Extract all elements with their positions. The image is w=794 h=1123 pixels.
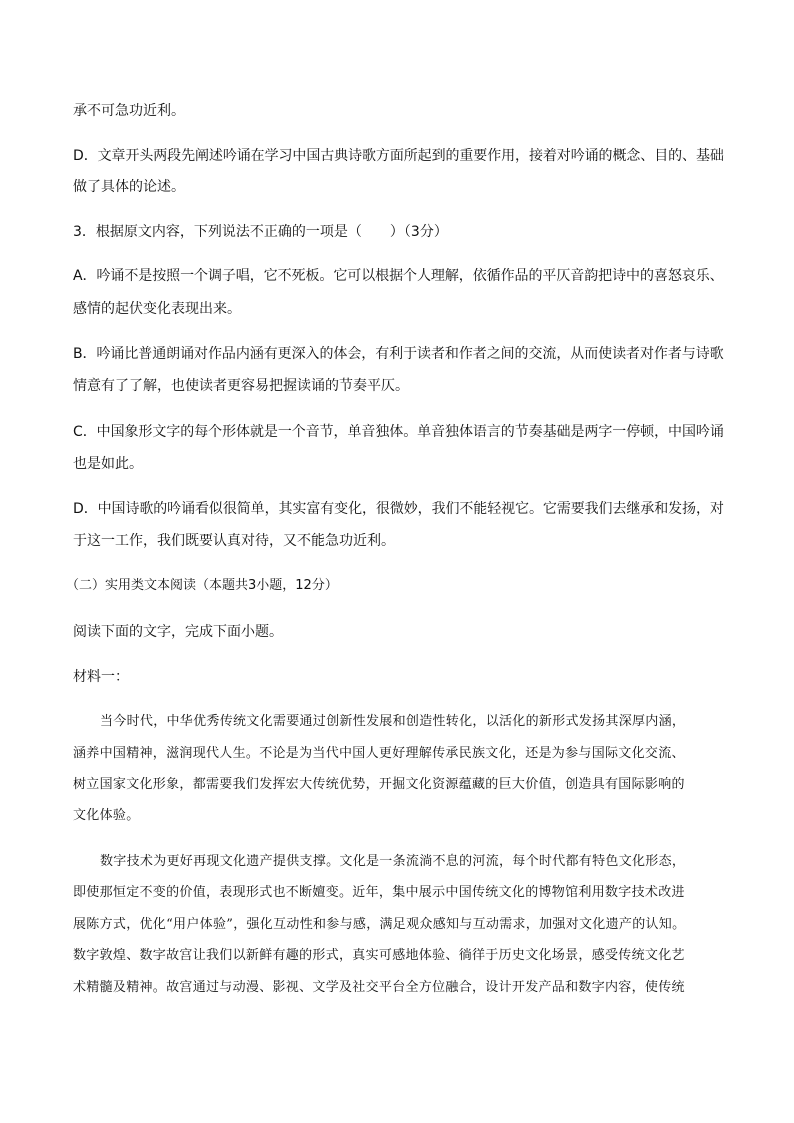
option-a-line-2: 感情的起伏变化表现出来。 [73,301,241,317]
section-heading: （二）实用类文本阅读（本题共3小题，12分） [66,578,338,593]
paragraph-2-line: 数字敦煌、数字故宫让我们以新鲜有趣的形式，真实可感地体验、徜徉于历史文化场景，感受传统文化艺 [73,948,685,963]
paragraph-2-line: 即使那恒定不变的价值，表现形式也不断嬗变。近年，集中展示中国传统文化的博物馆利用数字技术改进 [73,885,685,900]
option-c-line-2: 也是如此。 [73,456,143,472]
option-d2-line-2: 于这一工作，我们既要认真对待，又不能急功近利。 [73,533,395,549]
paragraph-2-line: 术精髓及精神。故宫通过与动漫、影视、文学及社交平台全方位融合，设计开发产品和数字内容，使传统 [73,980,685,995]
paragraph-1-line: 当今时代，中华优秀传统文化需要通过创新性发展和创造性转化，以活化的新形式发扬其深厚内涵， [100,714,686,729]
paragraph-2-line: 数字技术为更好再现文化遗产提供支撑。文化是一条流淌不息的河流，每个时代都有特色文化形态， [100,854,686,869]
paragraph-1-line: 树立国家文化形象，都需要我们发挥宏大传统优势，开掘文化资源蕴藏的巨大价值，创造具有国际影响的 [73,777,685,792]
text-line: 承不可急功近利。 [73,103,185,119]
option-c-line-1: C．中国象形文字的每个形体就是一个音节，单音独体。单音独体语言的节奏基础是两字一停顿，中国吟诵 [73,424,724,440]
material-label: 材料一： [73,669,129,685]
option-d-line-2: 做了具体的论述。 [73,179,185,195]
paragraph-1-line: 文化体验。 [73,808,140,823]
option-b-line-2: 情意有了了解，也使读者更容易把握读诵的节奏平仄。 [73,378,409,394]
option-a-line-1: A．吟诵不是按照一个调子唱，它不死板。它可以根据个人理解，依循作品的平仄音韵把诗中的喜怒哀乐、 [73,268,724,284]
paragraph-1-line: 涵养中国精神，滋润现代人生。不论是为当代中国人更好理解传承民族文化，还是为参与国际文化交流、 [73,746,685,761]
paragraph-2-line: 展陈方式，优化“用户体验”，强化互动性和参与感，满足观众感知与互动需求，加强对文化遗产的认知。 [73,917,686,932]
option-b-line-1: B．吟诵比普通朗诵对作品内涵有更深入的体会，有利于读者和作者之间的交流，从而使读者对作者与诗歌 [73,346,724,362]
option-d-line-1: D．文章开头两段先阐述吟诵在学习中国古典诗歌方面所起到的重要作用，接着对吟诵的概念、目的、基础 [73,148,724,164]
option-d2-line-1: D．中国诗歌的吟诵看似很简单，其实富有变化，很微妙，我们不能轻视它。它需要我们去继承和发扬，对 [73,501,724,517]
question-3-stem: 3．根据原文内容，下列说法不正确的一项是（ ）（3分） [73,224,448,240]
instruction-text: 阅读下面的文字，完成下面小题。 [73,624,283,640]
